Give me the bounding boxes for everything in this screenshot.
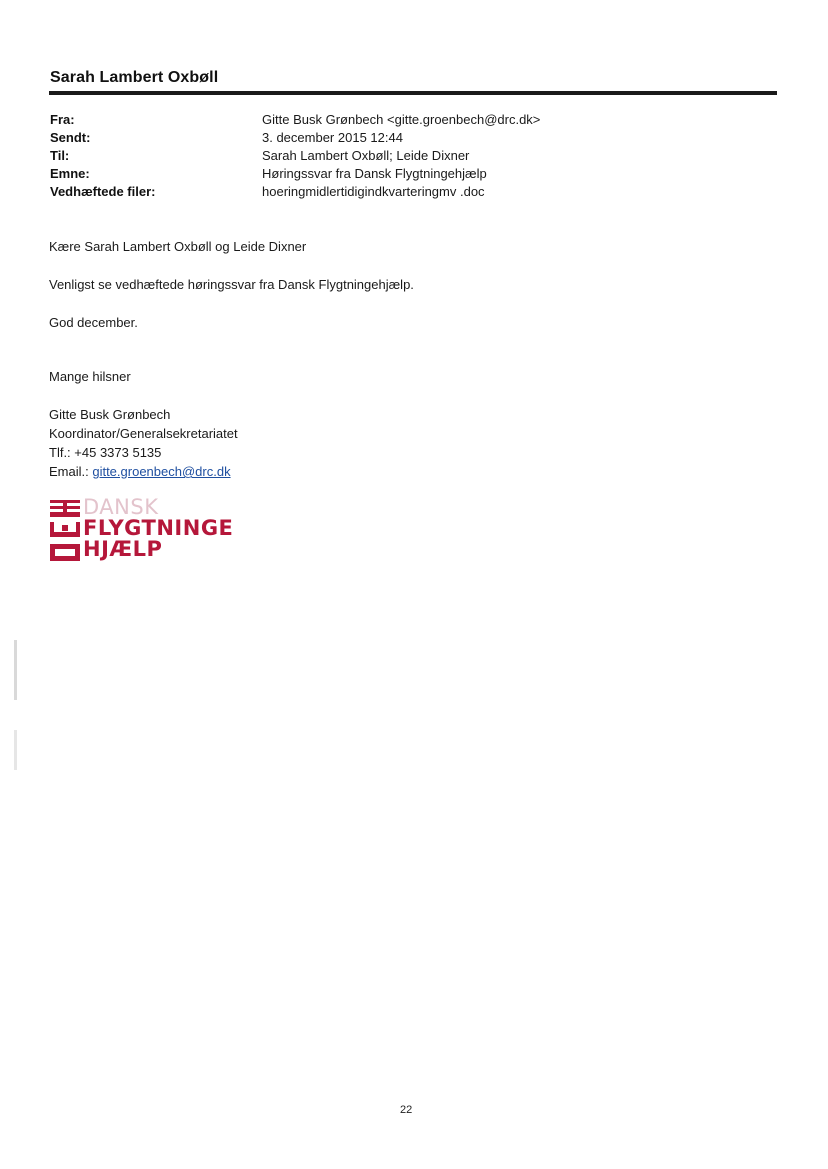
meta-label: Emne: bbox=[50, 166, 90, 181]
meta-label: Fra: bbox=[50, 112, 75, 127]
email-meta-block bbox=[50, 111, 770, 201]
header-divider bbox=[49, 91, 777, 95]
meta-value: Gitte Busk Grønbech <gitte.groenbech@drc.dk> bbox=[262, 112, 541, 127]
meta-row-to bbox=[50, 147, 770, 165]
email-greeting: Kære Sarah Lambert Oxbøll og Leide Dixner bbox=[49, 239, 307, 254]
meta-value: 3. december 2015 12:44 bbox=[262, 130, 403, 145]
page-number: 22 bbox=[400, 1104, 413, 1116]
signature-email-link[interactable]: gitte.groenbech@drc.dk bbox=[92, 464, 231, 479]
signature-title: Koordinator/Generalsekretariatet bbox=[49, 426, 238, 441]
logo-text-flygtninge: FLYGTNINGE bbox=[83, 516, 234, 540]
email-paragraph: God december. bbox=[49, 315, 138, 330]
attachment-filename: hoeringmidlertidigindkvarteringmv .doc bbox=[262, 184, 485, 199]
meta-value: Sarah Lambert Oxbøll; Leide Dixner bbox=[262, 148, 470, 163]
meta-label: Vedhæftede filer: bbox=[50, 184, 156, 199]
email-paragraph: Venligst se vedhæftede høringssvar fra Dansk Flygtningehjælp. bbox=[49, 277, 414, 292]
meta-row-from bbox=[50, 111, 770, 129]
signature-block bbox=[49, 405, 238, 481]
header-recipient-name: Sarah Lambert Oxbøll bbox=[50, 69, 219, 86]
email-closing: Mange hilsner bbox=[49, 369, 131, 384]
signature-email-line bbox=[49, 462, 238, 481]
signature-phone: Tlf.: +45 3373 5135 bbox=[49, 445, 162, 460]
meta-row-attachments bbox=[50, 183, 770, 201]
meta-value: Høringssvar fra Dansk Flygtningehjælp bbox=[262, 166, 487, 181]
scan-artifact bbox=[14, 640, 17, 700]
meta-row-sent bbox=[50, 129, 770, 147]
logo-text-dansk: DANSK bbox=[83, 495, 159, 519]
meta-row-subject bbox=[50, 165, 770, 183]
signature-email-label: Email.: bbox=[49, 464, 93, 479]
dfh-logo bbox=[50, 495, 234, 567]
signature-name: Gitte Busk Grønbech bbox=[49, 407, 171, 422]
logo-text-hjaelp: HJÆLP bbox=[83, 537, 163, 561]
scan-artifact bbox=[14, 730, 17, 770]
dfh-logo-mark-icon bbox=[50, 499, 80, 563]
meta-label: Sendt: bbox=[50, 130, 91, 145]
meta-label: Til: bbox=[50, 148, 70, 163]
